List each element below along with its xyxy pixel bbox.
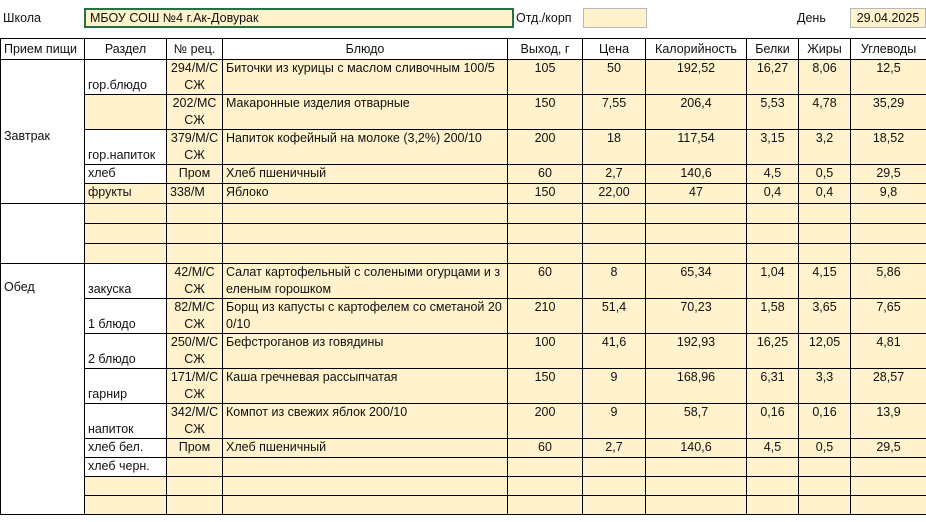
cell-recipe[interactable]: 379/М/ССЖ xyxy=(167,130,223,165)
table-row xyxy=(1,404,926,439)
cell-protein[interactable]: 3,15 xyxy=(747,130,799,165)
cell-yield[interactable]: 200 xyxy=(508,130,583,165)
cell-kcal[interactable]: 117,54 xyxy=(646,130,747,165)
empty-row xyxy=(1,204,926,224)
cell-carbs[interactable]: 7,65 xyxy=(851,299,926,334)
cell-yield[interactable]: 60 xyxy=(508,264,583,299)
cell-fat[interactable]: 4,78 xyxy=(799,95,851,130)
cell-yield[interactable]: 150 xyxy=(508,95,583,130)
cell-protein[interactable]: 16,25 xyxy=(747,334,799,369)
cell-protein[interactable]: 0,4 xyxy=(747,184,799,204)
cell-section[interactable]: хлеб бел. xyxy=(85,439,167,458)
cell-carbs[interactable]: 29,5 xyxy=(851,165,926,184)
table-row xyxy=(1,334,926,369)
cell-kcal[interactable]: 140,6 xyxy=(646,439,747,458)
cell-recipe[interactable]: 82/М/ССЖ xyxy=(167,299,223,334)
cell-section[interactable] xyxy=(85,95,167,130)
table-row xyxy=(1,184,926,204)
cell-dish[interactable]: Яблоко xyxy=(223,184,508,204)
meal-label: Завтрак xyxy=(4,128,50,143)
table-row xyxy=(1,369,926,404)
cell-price[interactable]: 41,6 xyxy=(583,334,646,369)
table-row xyxy=(1,458,926,477)
cell-fat[interactable]: 0,5 xyxy=(799,165,851,184)
menu-table xyxy=(0,38,926,515)
cell-kcal[interactable]: 140,6 xyxy=(646,165,747,184)
cell-dish[interactable]: Хлеб пшеничный xyxy=(223,439,508,458)
cell-section[interactable]: хлеб черн. xyxy=(85,458,167,477)
cell-recipe[interactable]: 338/М xyxy=(167,184,223,204)
cell-recipe[interactable]: 342/М/ССЖ xyxy=(167,404,223,439)
cell-protein[interactable]: 4,5 xyxy=(747,439,799,458)
cell-recipe[interactable] xyxy=(167,458,223,477)
cell-yield[interactable]: 150 xyxy=(508,369,583,404)
empty-row xyxy=(1,477,926,496)
cell-fat[interactable]: 0,4 xyxy=(799,184,851,204)
cell-section[interactable]: гор.блюдо xyxy=(85,60,167,95)
cell-price[interactable]: 22,00 xyxy=(583,184,646,204)
cell-recipe[interactable]: Пром xyxy=(167,439,223,458)
dept-cell[interactable] xyxy=(583,8,647,28)
cell-section[interactable]: фрукты xyxy=(85,184,167,204)
day-label: День xyxy=(797,11,826,25)
cell-kcal[interactable]: 206,4 xyxy=(646,95,747,130)
col-fat: Жиры xyxy=(799,39,851,60)
cell-kcal[interactable]: 47 xyxy=(646,184,747,204)
cell-carbs[interactable]: 4,81 xyxy=(851,334,926,369)
col-price: Цена xyxy=(583,39,646,60)
cell-price[interactable]: 7,55 xyxy=(583,95,646,130)
cell-dish[interactable]: Борщ из капусты с картофелем со сметаной 200/10 xyxy=(223,299,508,334)
cell-kcal[interactable]: 65,34 xyxy=(646,264,747,299)
cell-protein[interactable]: 0,16 xyxy=(747,404,799,439)
table-row xyxy=(1,165,926,184)
col-meal: Прием пищи xyxy=(1,39,85,60)
table-row xyxy=(1,299,926,334)
cell-carbs[interactable]: 29,5 xyxy=(851,439,926,458)
empty-row xyxy=(1,496,926,515)
cell-carbs[interactable] xyxy=(851,458,926,477)
cell-recipe[interactable]: 42/М/ССЖ xyxy=(167,264,223,299)
col-recipe: № рец. xyxy=(167,39,223,60)
cell-recipe[interactable]: Пром xyxy=(167,165,223,184)
cell-protein[interactable]: 1,58 xyxy=(747,299,799,334)
table-row xyxy=(1,130,926,165)
empty-row xyxy=(1,224,926,244)
cell-fat[interactable]: 8,06 xyxy=(799,60,851,95)
cell-fat[interactable]: 0,5 xyxy=(799,439,851,458)
table-row xyxy=(1,60,926,95)
cell-fat[interactable] xyxy=(799,458,851,477)
cell-kcal[interactable]: 58,7 xyxy=(646,404,747,439)
school-cell[interactable]: МБОУ СОШ №4 г.Ак-Довурак xyxy=(84,8,514,28)
col-kcal: Калорийность xyxy=(646,39,747,60)
cell-dish[interactable]: Напиток кофейный на молоке (3,2%) 200/10 xyxy=(223,130,508,165)
dept-label: Отд./корп xyxy=(516,11,572,25)
cell-protein[interactable]: 4,5 xyxy=(747,165,799,184)
meal-label: Обед xyxy=(4,280,35,294)
cell-protein[interactable]: 1,04 xyxy=(747,264,799,299)
table-row xyxy=(1,264,926,299)
cell-price[interactable]: 9 xyxy=(583,369,646,404)
cell-protein[interactable]: 6,31 xyxy=(747,369,799,404)
cell-dish[interactable]: Каша гречневая рассыпчатая xyxy=(223,369,508,404)
meal-breakfast xyxy=(1,60,85,204)
cell-price[interactable]: 2,7 xyxy=(583,439,646,458)
cell-carbs[interactable]: 12,5 xyxy=(851,60,926,95)
cell-section[interactable]: гарнир xyxy=(85,369,167,404)
school-label: Школа xyxy=(3,11,41,25)
cell-dish[interactable]: Бефстроганов из говядины xyxy=(223,334,508,369)
cell-dish[interactable] xyxy=(223,458,508,477)
empty-meal-cell[interactable] xyxy=(1,204,85,264)
cell-carbs[interactable]: 35,29 xyxy=(851,95,926,130)
cell-fat[interactable]: 4,15 xyxy=(799,264,851,299)
cell-recipe[interactable]: 202/МССЖ xyxy=(167,95,223,130)
cell-yield[interactable]: 100 xyxy=(508,334,583,369)
cell-recipe[interactable]: 171/М/ССЖ xyxy=(167,369,223,404)
cell-section[interactable]: хлеб xyxy=(85,165,167,184)
cell-yield[interactable]: 150 xyxy=(508,184,583,204)
col-yield: Выход, г xyxy=(508,39,583,60)
cell-kcal[interactable] xyxy=(646,458,747,477)
cell-recipe[interactable]: 294/М/ССЖ xyxy=(167,60,223,95)
cell-carbs[interactable]: 18,52 xyxy=(851,130,926,165)
cell-recipe[interactable]: 250/М/ССЖ xyxy=(167,334,223,369)
cell-dish[interactable]: Макаронные изделия отварные xyxy=(223,95,508,130)
cell-yield[interactable]: 60 xyxy=(508,439,583,458)
cell-fat[interactable]: 12,05 xyxy=(799,334,851,369)
cell-fat[interactable]: 3,2 xyxy=(799,130,851,165)
column-headers xyxy=(1,39,926,60)
cell-dish[interactable]: Салат картофельный с солеными огурцами и зеленым горошком xyxy=(223,264,508,299)
cell-dish[interactable]: Хлеб пшеничный xyxy=(223,165,508,184)
cell-kcal[interactable]: 70,23 xyxy=(646,299,747,334)
cell-kcal[interactable]: 192,93 xyxy=(646,334,747,369)
date-cell[interactable]: 29.04.2025 xyxy=(850,8,926,28)
table-row xyxy=(1,95,926,130)
cell-fat[interactable]: 3,65 xyxy=(799,299,851,334)
col-protein: Белки xyxy=(747,39,799,60)
cell-yield[interactable]: 210 xyxy=(508,299,583,334)
cell-kcal[interactable]: 168,96 xyxy=(646,369,747,404)
cell-protein[interactable] xyxy=(747,458,799,477)
cell-section[interactable]: гор.напиток xyxy=(85,130,167,165)
cell-price[interactable]: 8 xyxy=(583,264,646,299)
cell-price[interactable]: 51,4 xyxy=(583,299,646,334)
cell-kcal[interactable]: 192,52 xyxy=(646,60,747,95)
table-row xyxy=(1,439,926,458)
col-carbs: Углеводы xyxy=(851,39,926,60)
cell-price[interactable] xyxy=(583,458,646,477)
cell-carbs[interactable]: 13,9 xyxy=(851,404,926,439)
cell-section[interactable]: напиток xyxy=(85,404,167,439)
cell-fat[interactable]: 3,3 xyxy=(799,369,851,404)
cell-fat[interactable]: 0,16 xyxy=(799,404,851,439)
cell-yield[interactable]: 105 xyxy=(508,60,583,95)
cell-carbs[interactable]: 5,86 xyxy=(851,264,926,299)
cell-price[interactable]: 18 xyxy=(583,130,646,165)
cell-yield[interactable] xyxy=(508,458,583,477)
cell-carbs[interactable]: 9,8 xyxy=(851,184,926,204)
cell-yield[interactable]: 200 xyxy=(508,404,583,439)
cell-section[interactable]: 1 блюдо xyxy=(85,299,167,334)
cell-yield[interactable]: 60 xyxy=(508,165,583,184)
col-section: Раздел xyxy=(85,39,167,60)
cell-protein[interactable]: 5,53 xyxy=(747,95,799,130)
cell-price[interactable]: 50 xyxy=(583,60,646,95)
cell-protein[interactable]: 16,27 xyxy=(747,60,799,95)
meal-lunch xyxy=(1,264,85,515)
cell-section[interactable]: 2 блюдо xyxy=(85,334,167,369)
cell-carbs[interactable]: 28,57 xyxy=(851,369,926,404)
sheet-header xyxy=(0,0,926,36)
empty-row xyxy=(1,244,926,264)
cell-price[interactable]: 2,7 xyxy=(583,165,646,184)
cell-dish[interactable]: Компот из свежих яблок 200/10 xyxy=(223,404,508,439)
cell-section[interactable]: закуска xyxy=(85,264,167,299)
col-dish: Блюдо xyxy=(223,39,508,60)
cell-dish[interactable]: Биточки из курицы с маслом сливочным 100/5 xyxy=(223,60,508,95)
cell-price[interactable]: 9 xyxy=(583,404,646,439)
